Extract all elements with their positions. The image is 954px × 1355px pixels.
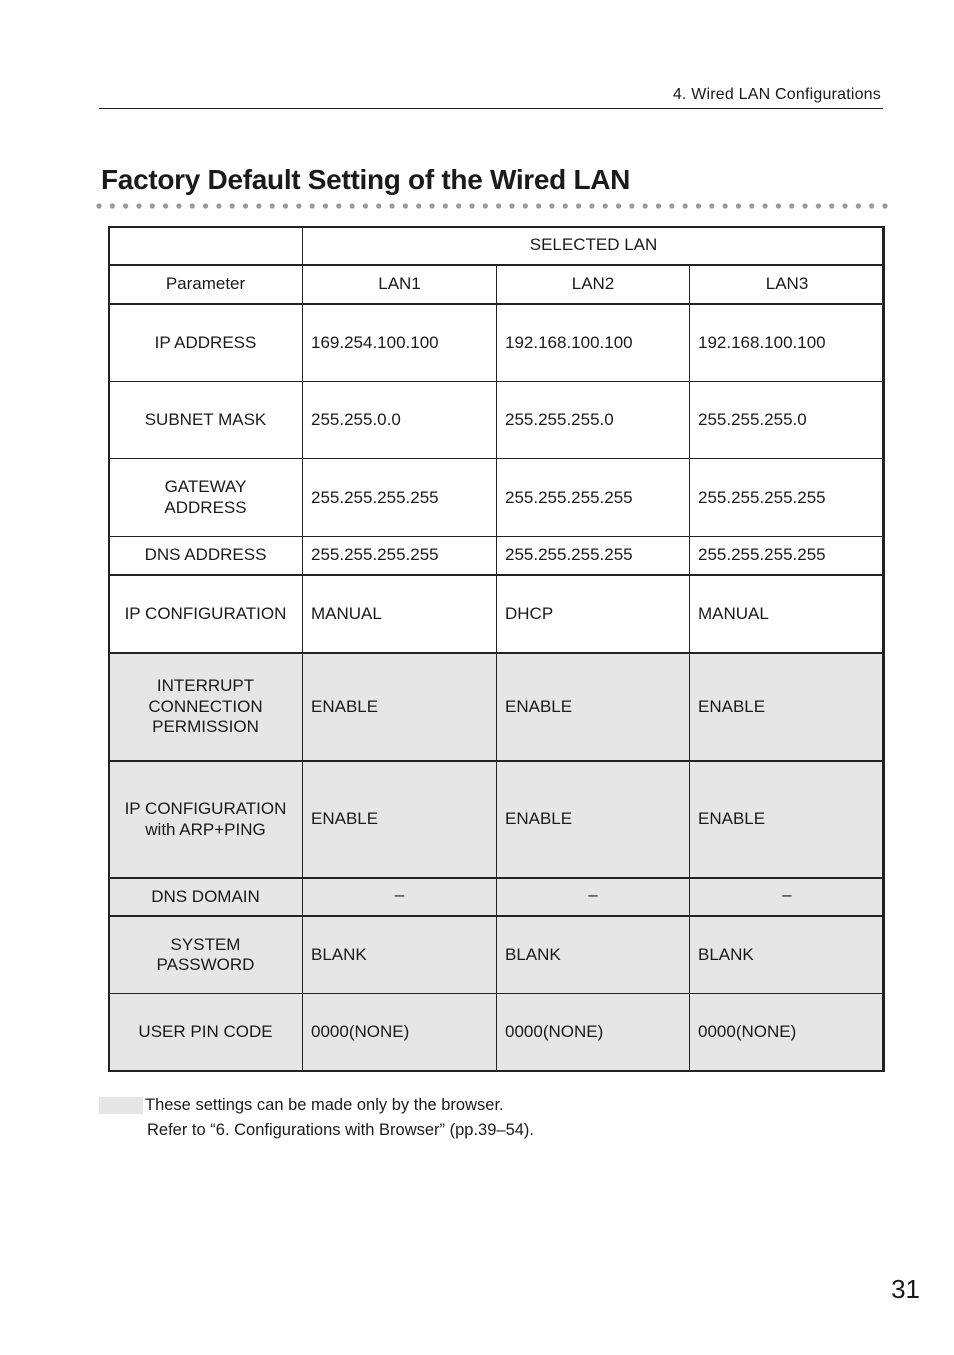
lan1-value-cell: 0000(NONE) xyxy=(303,993,497,1071)
header-corner-cell xyxy=(109,227,303,265)
parameter-cell xyxy=(109,382,303,459)
divider-dot xyxy=(163,203,168,208)
table-header-row-selected xyxy=(109,227,885,265)
divider-dot xyxy=(776,203,781,208)
parameter-label: INTERRUPT xyxy=(156,676,255,696)
parameter-label: GATEWAY xyxy=(164,477,247,497)
selected-lan-header: SELECTED LAN xyxy=(303,227,885,265)
divider-dot xyxy=(536,203,541,208)
parameter-label: IP ADDRESS xyxy=(154,332,257,352)
divider-dot xyxy=(136,203,141,208)
page-number: 31 xyxy=(891,1274,920,1304)
divider-dot xyxy=(496,203,501,208)
lan2-value-cell: ENABLE xyxy=(497,761,690,878)
divider-dot xyxy=(363,203,368,208)
lan1-value-cell: 169.254.100.100 xyxy=(303,304,497,382)
table-row xyxy=(109,304,885,382)
divider-dot xyxy=(616,203,621,208)
parameter-cell xyxy=(109,878,303,916)
divider-dot xyxy=(203,203,208,208)
dotted-divider xyxy=(96,200,888,212)
divider-dot xyxy=(763,203,768,208)
lan3-value-cell: 255.255.255.255 xyxy=(690,537,885,575)
note-line-2: Refer to “6. Configurations with Browser” (pp.39–54). xyxy=(147,1121,535,1139)
divider-dot xyxy=(669,203,674,208)
divider-dot xyxy=(789,203,794,208)
parameter-label: CONNECTION xyxy=(148,696,263,716)
divider-dot xyxy=(589,203,594,208)
divider-dot xyxy=(376,203,381,208)
lan1-value-cell: BLANK xyxy=(303,916,497,993)
divider-dot xyxy=(629,203,634,208)
divider-dot xyxy=(283,203,288,208)
parameter-label: IP CONFIGURATION xyxy=(124,603,287,623)
parameter-label: with ARP+PING xyxy=(145,819,266,839)
lan2-value-cell: ENABLE xyxy=(497,653,690,761)
divider-dot xyxy=(123,203,128,208)
divider-dot xyxy=(869,203,874,208)
divider-dot xyxy=(829,203,834,208)
lan2-value-cell: 255.255.255.255 xyxy=(497,537,690,575)
lan1-value-cell: 255.255.255.255 xyxy=(303,537,497,575)
parameter-cell xyxy=(109,993,303,1071)
divider-dot xyxy=(882,203,887,208)
lan1-value-cell: ENABLE xyxy=(303,761,497,878)
divider-dot xyxy=(456,203,461,208)
divider-dot xyxy=(509,203,514,208)
lan2-value-cell: BLANK xyxy=(497,916,690,993)
parameter-cell xyxy=(109,537,303,575)
parameter-cell xyxy=(109,761,303,878)
parameter-label: DNS DOMAIN xyxy=(151,886,260,906)
lan3-value-cell: 255.255.255.0 xyxy=(690,382,885,459)
parameter-label: DNS ADDRESS xyxy=(144,545,267,565)
lan1-value-cell: – xyxy=(303,878,497,916)
divider-dot xyxy=(176,203,181,208)
divider-dot xyxy=(563,203,568,208)
lan1-header: LAN1 xyxy=(303,265,497,304)
divider-dot xyxy=(816,203,821,208)
parameter-label: PERMISSION xyxy=(152,717,259,737)
page-title: Factory Default Setting of the Wired LAN xyxy=(101,164,631,195)
parameter-label: SUBNET MASK xyxy=(144,409,267,429)
default-settings-table xyxy=(108,226,885,1072)
parameter-label: SYSTEM xyxy=(170,934,241,954)
divider-dot xyxy=(749,203,754,208)
divider-dot xyxy=(576,203,581,208)
lan2-value-cell: 255.255.255.255 xyxy=(497,459,690,537)
divider-dot xyxy=(296,203,301,208)
divider-dot xyxy=(270,203,275,208)
lan2-value-cell: 0000(NONE) xyxy=(497,993,690,1071)
divider-dot xyxy=(190,203,195,208)
parameter-cell xyxy=(109,459,303,537)
divider-dot xyxy=(336,203,341,208)
divider-dot xyxy=(416,203,421,208)
divider-dot xyxy=(443,203,448,208)
divider-dot xyxy=(696,203,701,208)
divider-dot xyxy=(230,203,235,208)
divider-dot xyxy=(350,203,355,208)
divider-dot xyxy=(403,203,408,208)
divider-dot xyxy=(310,203,315,208)
lan3-value-cell: 0000(NONE) xyxy=(690,993,885,1071)
lan3-value-cell: ENABLE xyxy=(690,761,885,878)
divider-dot xyxy=(842,203,847,208)
divider-dot xyxy=(323,203,328,208)
parameter-cell xyxy=(109,653,303,761)
lan1-value-cell: ENABLE xyxy=(303,653,497,761)
divider-dot xyxy=(96,203,101,208)
divider-dot xyxy=(389,203,394,208)
divider-dot xyxy=(216,203,221,208)
divider-dot xyxy=(856,203,861,208)
running-header: 4. Wired LAN Configurations xyxy=(672,86,881,103)
divider-dot xyxy=(429,203,434,208)
lan2-value-cell: – xyxy=(497,878,690,916)
divider-dot xyxy=(469,203,474,208)
table-row xyxy=(109,878,885,916)
divider-dot xyxy=(723,203,728,208)
lan3-value-cell: 192.168.100.100 xyxy=(690,304,885,382)
lan3-header: LAN3 xyxy=(690,265,885,304)
shaded-legend-swatch xyxy=(99,1097,143,1114)
parameter-cell xyxy=(109,575,303,653)
table-row xyxy=(109,993,885,1071)
table-row xyxy=(109,761,885,878)
lan3-value-cell: ENABLE xyxy=(690,653,885,761)
lan3-value-cell: BLANK xyxy=(690,916,885,993)
parameter-label: PASSWORD xyxy=(156,954,255,974)
divider-dot xyxy=(683,203,688,208)
lan1-value-cell: 255.255.255.255 xyxy=(303,459,497,537)
divider-dot xyxy=(736,203,741,208)
table-row xyxy=(109,653,885,761)
lan2-value-cell: DHCP xyxy=(497,575,690,653)
divider-dot xyxy=(243,203,248,208)
table-header-row-lans xyxy=(109,265,885,304)
parameter-label: USER PIN CODE xyxy=(138,1022,273,1042)
divider-dot xyxy=(150,203,155,208)
note-line-1: These settings can be made only by the browser. xyxy=(145,1096,504,1114)
divider-dot xyxy=(802,203,807,208)
table-row xyxy=(109,382,885,459)
table-row xyxy=(109,459,885,537)
divider-dot xyxy=(709,203,714,208)
divider-dot xyxy=(256,203,261,208)
divider-dot xyxy=(523,203,528,208)
parameter-cell xyxy=(109,916,303,993)
parameter-cell xyxy=(109,304,303,382)
parameter-label: ADDRESS xyxy=(164,497,247,517)
table-row xyxy=(109,916,885,993)
lan3-value-cell: MANUAL xyxy=(690,575,885,653)
lan2-value-cell: 255.255.255.0 xyxy=(497,382,690,459)
lan2-value-cell: 192.168.100.100 xyxy=(497,304,690,382)
lan3-value-cell: 255.255.255.255 xyxy=(690,459,885,537)
lan2-header: LAN2 xyxy=(497,265,690,304)
divider-dot xyxy=(483,203,488,208)
parameter-header: Parameter xyxy=(109,265,303,304)
table-row xyxy=(109,537,885,575)
parameter-label: IP CONFIGURATION xyxy=(124,799,287,819)
header-rule xyxy=(99,108,883,109)
divider-dot xyxy=(549,203,554,208)
divider-dot xyxy=(110,203,115,208)
lan1-value-cell: 255.255.0.0 xyxy=(303,382,497,459)
divider-dot xyxy=(656,203,661,208)
table-row xyxy=(109,575,885,653)
divider-dot xyxy=(603,203,608,208)
divider-dot xyxy=(643,203,648,208)
lan1-value-cell: MANUAL xyxy=(303,575,497,653)
lan3-value-cell: – xyxy=(690,878,885,916)
